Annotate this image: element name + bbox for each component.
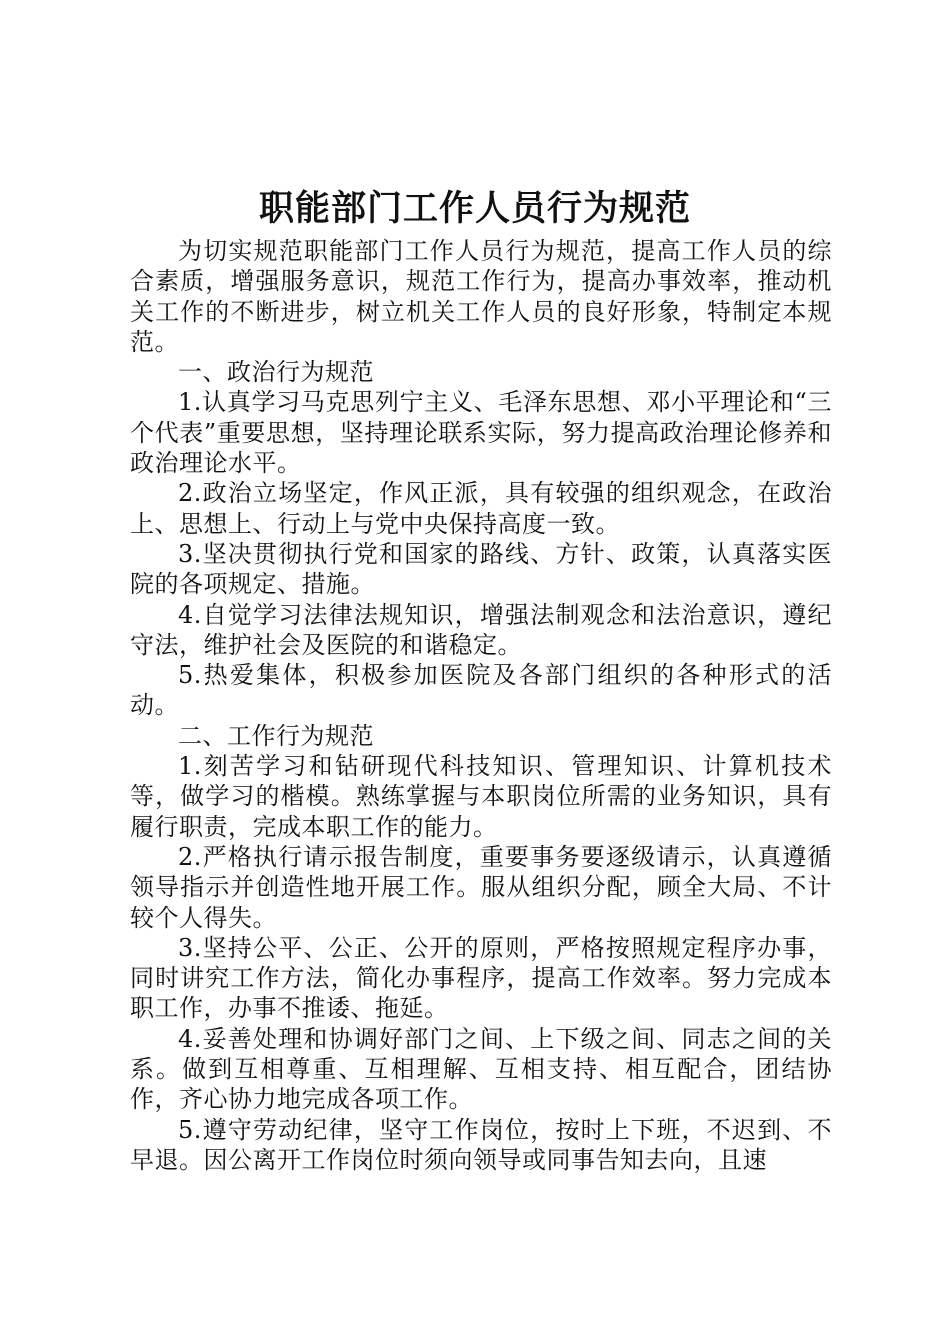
document-body xyxy=(130,236,832,1175)
political-item-1: 1.认真学习马克思列宁主义、毛泽东思想、邓小平理论和“三个代表”重要思想，坚持理论联系实际，努力提高政治理论修养和政治理论水平。 xyxy=(130,388,832,478)
political-item-5: 5.热爱集体，积极参加医院及各部门组织的各种形式的活动。 xyxy=(130,661,832,720)
work-item-1: 1.刻苦学习和钻研现代科技知识、管理知识、计算机技术等，做学习的楷模。熟练掌握与本职岗位所需的业务知识，具有履行职责，完成本职工作的能力。 xyxy=(130,752,832,841)
political-item-4: 4.自觉学习法律法规知识，增强法制观念和法治意识，遵纪守法，维护社会及医院的和谐稳定。 xyxy=(130,600,832,659)
work-item-2: 2.严格执行请示报告制度，重要事务要逐级请示，认真遵循领导指示并创造性地开展工作。服从组织分配，顾全大局、不计较个人得失。 xyxy=(130,842,832,932)
intro-paragraph: 为切实规范职能部门工作人员行为规范，提高工作人员的综合素质，增强服务意识，规范工作行为，提高办事效率，推动机关工作的不断进步，树立机关工作人员的良好形象，特制定本规范。 xyxy=(130,237,832,356)
section-heading-work: 二、工作行为规范 xyxy=(178,721,374,750)
work-item-3: 3.坚持公平、公正、公开的原则，严格按照规定程序办事，同时讲究工作方法，简化办事程序，提高工作效率。努力完成本职工作，办事不推诿、拖延。 xyxy=(130,933,832,1023)
section-heading-political: 一、政治行为规范 xyxy=(178,358,374,387)
political-item-3: 3.坚决贯彻执行党和国家的路线、方针、政策，认真落实医院的各项规定、措施。 xyxy=(130,539,832,599)
political-item-2: 2.政治立场坚定，作风正派，具有较强的组织观念，在政治上、思想上、行动上与党中央保持高度一致。 xyxy=(130,479,832,538)
work-item-4: 4.妥善处理和协调好部门之间、上下级之间、同志之间的关系。做到互相尊重、互相理解、互相支持、相互配合，团结协作，齐心协力地完成各项工作。 xyxy=(130,1024,832,1114)
work-item-5: 5.遵守劳动纪律，坚守工作岗位，按时上下班，不迟到、不早退。因公离开工作岗位时须向领导或同事告知去向，且速 xyxy=(130,1115,832,1174)
document-title: 职能部门工作人员行为规范 xyxy=(258,189,691,229)
